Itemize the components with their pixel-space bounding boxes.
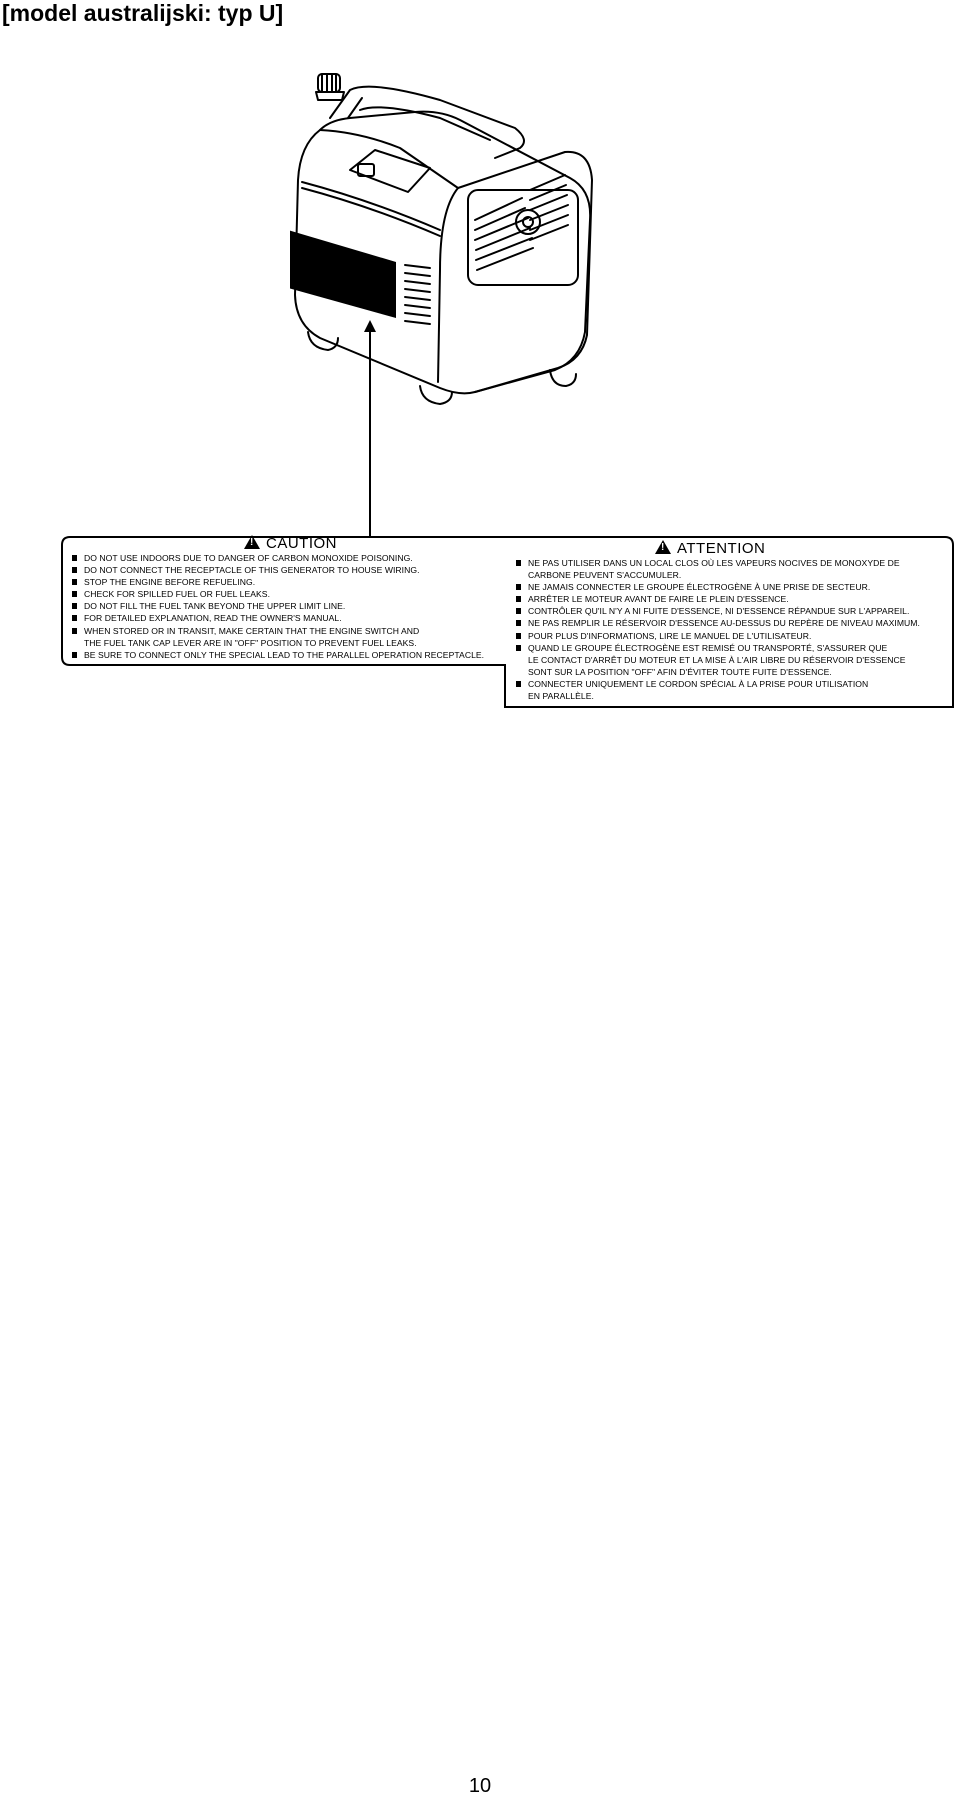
caution-item-text: BE SURE TO CONNECT ONLY THE SPECIAL LEAD TO THE PARALLEL OPERATION RECEPTACLE. bbox=[84, 649, 485, 660]
attention-item-text: NE PAS REMPLIR LE RÉSERVOIR D'ESSENCE AU-DESSUS DU REPÈRE DE NIVEAU MAXIMUM. bbox=[528, 618, 920, 629]
bullet-icon bbox=[72, 615, 77, 621]
bullet-icon bbox=[72, 591, 77, 597]
caution-item bbox=[72, 588, 484, 600]
page-heading: [model australijski: typ U] bbox=[2, 0, 284, 26]
generator-illustration bbox=[290, 70, 610, 415]
attention-list bbox=[516, 557, 920, 702]
attention-item-text: CONTRÔLER QU'IL N'Y A NI FUITE D'ESSENCE, NI D'ESSENCE RÉPANDUE SUR L'APPAREIL. bbox=[528, 606, 910, 617]
bullet-icon bbox=[72, 603, 77, 609]
bullet-icon bbox=[516, 608, 521, 614]
attention-item bbox=[516, 557, 920, 581]
bullet-icon bbox=[72, 555, 77, 561]
attention-item-text: NE PAS UTILISER DANS UN LOCAL CLOS OÙ LES VAPEURS NOCIVES DE MONOXYDE DE bbox=[528, 558, 900, 568]
caution-item bbox=[72, 600, 484, 612]
attention-title-text: ATTENTION bbox=[677, 540, 766, 557]
attention-item bbox=[516, 617, 920, 629]
bullet-icon bbox=[516, 560, 521, 566]
caution-item-text: STOP THE ENGINE BEFORE REFUELING. bbox=[84, 577, 256, 588]
bullet-icon bbox=[516, 596, 521, 602]
attention-item bbox=[516, 630, 920, 642]
bullet-icon bbox=[72, 652, 77, 658]
attention-item bbox=[516, 678, 920, 702]
bullet-icon bbox=[516, 584, 521, 590]
caution-item-text: DO NOT FILL THE FUEL TANK BEYOND THE UPPER LIMIT LINE. bbox=[84, 601, 346, 612]
caution-item bbox=[72, 576, 484, 588]
caution-item-text: CHECK FOR SPILLED FUEL OR FUEL LEAKS. bbox=[84, 589, 271, 600]
attention-item-text: CONNECTER UNIQUEMENT LE CORDON SPÉCIAL À LA PRISE POUR UTILISATION bbox=[528, 678, 869, 689]
attention-item-text: QUAND LE GROUPE ÉLECTROGÈNE EST REMISÉ OU TRANSPORTÉ, S'ASSURER QUE bbox=[528, 642, 888, 653]
caution-title-text: CAUTION bbox=[266, 535, 337, 552]
bullet-icon bbox=[516, 645, 521, 651]
attention-item bbox=[516, 593, 920, 605]
attention-item-text: POUR PLUS D'INFORMATIONS, LIRE LE MANUEL DE L'UTILISATEUR. bbox=[528, 630, 812, 641]
bullet-icon bbox=[72, 628, 77, 634]
attention-item-text: ARRÊTER LE MOTEUR AVANT DE FAIRE LE PLEIN D'ESSENCE. bbox=[528, 594, 789, 605]
bullet-icon bbox=[72, 579, 77, 585]
caution-item-text: DO NOT USE INDOORS DUE TO DANGER OF CARBON MONOXIDE POISONING. bbox=[84, 553, 413, 563]
bullet-icon bbox=[516, 681, 521, 687]
caution-item bbox=[72, 552, 484, 564]
caution-item-continuation: THE FUEL TANK CAP LEVER ARE IN "OFF" POSITION TO PREVENT FUEL LEAKS. bbox=[84, 637, 417, 648]
caution-item bbox=[72, 612, 484, 624]
caution-list bbox=[72, 552, 484, 661]
attention-item bbox=[516, 581, 920, 593]
caution-item bbox=[72, 625, 484, 649]
warning-triangle-icon bbox=[655, 540, 671, 554]
bullet-icon bbox=[72, 567, 77, 573]
caution-item bbox=[72, 649, 484, 661]
warning-triangle-icon bbox=[244, 535, 260, 549]
bullet-icon bbox=[516, 633, 521, 639]
attention-title bbox=[655, 540, 765, 557]
attention-item-text: NE JAMAIS CONNECTER LE GROUPE ÉLECTROGÈNE À UNE PRISE DE SECTEUR. bbox=[528, 582, 871, 593]
caution-item-text: FOR DETAILED EXPLANATION, READ THE OWNER'S MANUAL. bbox=[84, 613, 342, 624]
caution-item-text: WHEN STORED OR IN TRANSIT, MAKE CERTAIN THAT THE ENGINE SWITCH AND bbox=[84, 625, 420, 636]
page-number: 10 bbox=[468, 1775, 492, 1797]
attention-item bbox=[516, 605, 920, 617]
caution-title bbox=[244, 535, 337, 552]
attention-item-continuation: EN PARALLÈLE. bbox=[528, 691, 594, 702]
attention-item bbox=[516, 642, 920, 678]
attention-item-continuation: LE CONTACT D'ARRÊT DU MOTEUR ET LA MISE À L'AIR LIBRE DU RÉSERVOIR D'ESSENCE SONT SUR LA POSITION "OFF" AFIN D'ÉVITER TOUTE FUITE D'ESSENCE. bbox=[528, 654, 906, 677]
caution-item-text: DO NOT CONNECT THE RECEPTACLE OF THIS GENERATOR TO HOUSE WIRING. bbox=[84, 565, 420, 576]
attention-item-continuation: CARBONE PEUVENT S'ACCUMULER. bbox=[528, 570, 682, 581]
caution-item bbox=[72, 564, 484, 576]
bullet-icon bbox=[516, 620, 521, 626]
